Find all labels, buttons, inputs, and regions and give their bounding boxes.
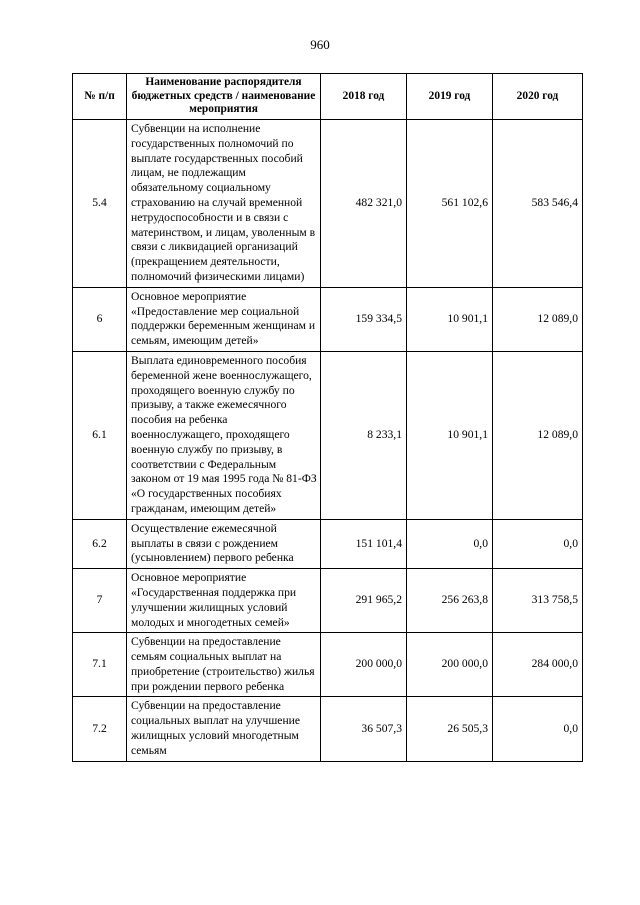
header-2020: 2020 год: [493, 74, 583, 120]
row-value-2019: 561 102,6: [407, 120, 493, 288]
table-row: [73, 633, 583, 697]
row-value-2020: 583 546,4: [493, 120, 583, 288]
row-name: Основное мероприятие «Государственная поддержка при улучшении жилищных условий молодых и многодетных семей»: [127, 569, 321, 633]
row-value-2019: 200 000,0: [407, 633, 493, 697]
row-value-2020: 313 758,5: [493, 569, 583, 633]
row-value-2018: 482 321,0: [321, 120, 407, 288]
row-name: Основное мероприятие «Предоставление мер социальной поддержки беременным женщинам и семьям, имеющим детей»: [127, 287, 321, 351]
table-row: [73, 351, 583, 519]
row-value-2020: 284 000,0: [493, 633, 583, 697]
table-header-row: [73, 74, 583, 120]
page-number: 960: [310, 37, 330, 52]
row-value-2018: 159 334,5: [321, 287, 407, 351]
row-name: Выплата единовременного пособия беременной жене военнослужащего, проходящего военную службу по призыву, а также ежемесячного пособия на ребенка военнослужащего, проходящего военную службу по призыву, в соответствии с Федеральным законом от 19 мая 1995 года № 81-ФЗ «О государственных пособиях гражданам, имеющим детей»: [127, 351, 321, 519]
row-num: 6.1: [73, 351, 127, 519]
header-2019: 2019 год: [407, 74, 493, 120]
header-2018: 2018 год: [321, 74, 407, 120]
row-value-2020: 12 089,0: [493, 287, 583, 351]
row-value-2020: 0,0: [493, 519, 583, 568]
row-value-2019: 10 901,1: [407, 287, 493, 351]
row-value-2020: 12 089,0: [493, 351, 583, 519]
row-num: 5.4: [73, 120, 127, 288]
row-name: Субвенции на исполнение государственных полномочий по выплате государственных пособий лицам, не подлежащим обязательному социальному страхованию на случай временной нетрудоспособности и в связи с материнством, и лицам, уволенным в связи с ликвидацией организаций (прекращением деятельности, полномочий физическими лицами): [127, 120, 321, 288]
row-num: 7.1: [73, 633, 127, 697]
row-num: 7: [73, 569, 127, 633]
row-num: 6: [73, 287, 127, 351]
row-value-2018: 151 101,4: [321, 519, 407, 568]
row-name: Субвенции на предоставление социальных выплат на улучшение жилищных условий многодетным семьям: [127, 697, 321, 761]
row-value-2018: 291 965,2: [321, 569, 407, 633]
budget-table: [72, 73, 583, 762]
row-value-2019: 256 263,8: [407, 569, 493, 633]
row-value-2018: 8 233,1: [321, 351, 407, 519]
table-row: [73, 287, 583, 351]
table-row: [73, 519, 583, 568]
header-num: № п/п: [73, 74, 127, 120]
row-name: Осуществление ежемесячной выплаты в связи с рождением (усыновлением) первого ребенка: [127, 519, 321, 568]
row-value-2019: 26 505,3: [407, 697, 493, 761]
row-num: 7.2: [73, 697, 127, 761]
row-value-2018: 200 000,0: [321, 633, 407, 697]
row-num: 6.2: [73, 519, 127, 568]
row-value-2018: 36 507,3: [321, 697, 407, 761]
row-value-2020: 0,0: [493, 697, 583, 761]
table-row: [73, 569, 583, 633]
header-name: Наименование распорядителя бюджетных средств / наименование мероприятия: [127, 74, 321, 120]
row-value-2019: 10 901,1: [407, 351, 493, 519]
row-name: Субвенции на предоставление семьям социальных выплат на приобретение (строительство) жилья при рождении первого ребенка: [127, 633, 321, 697]
table-row: [73, 120, 583, 288]
row-value-2019: 0,0: [407, 519, 493, 568]
table-row: [73, 697, 583, 761]
